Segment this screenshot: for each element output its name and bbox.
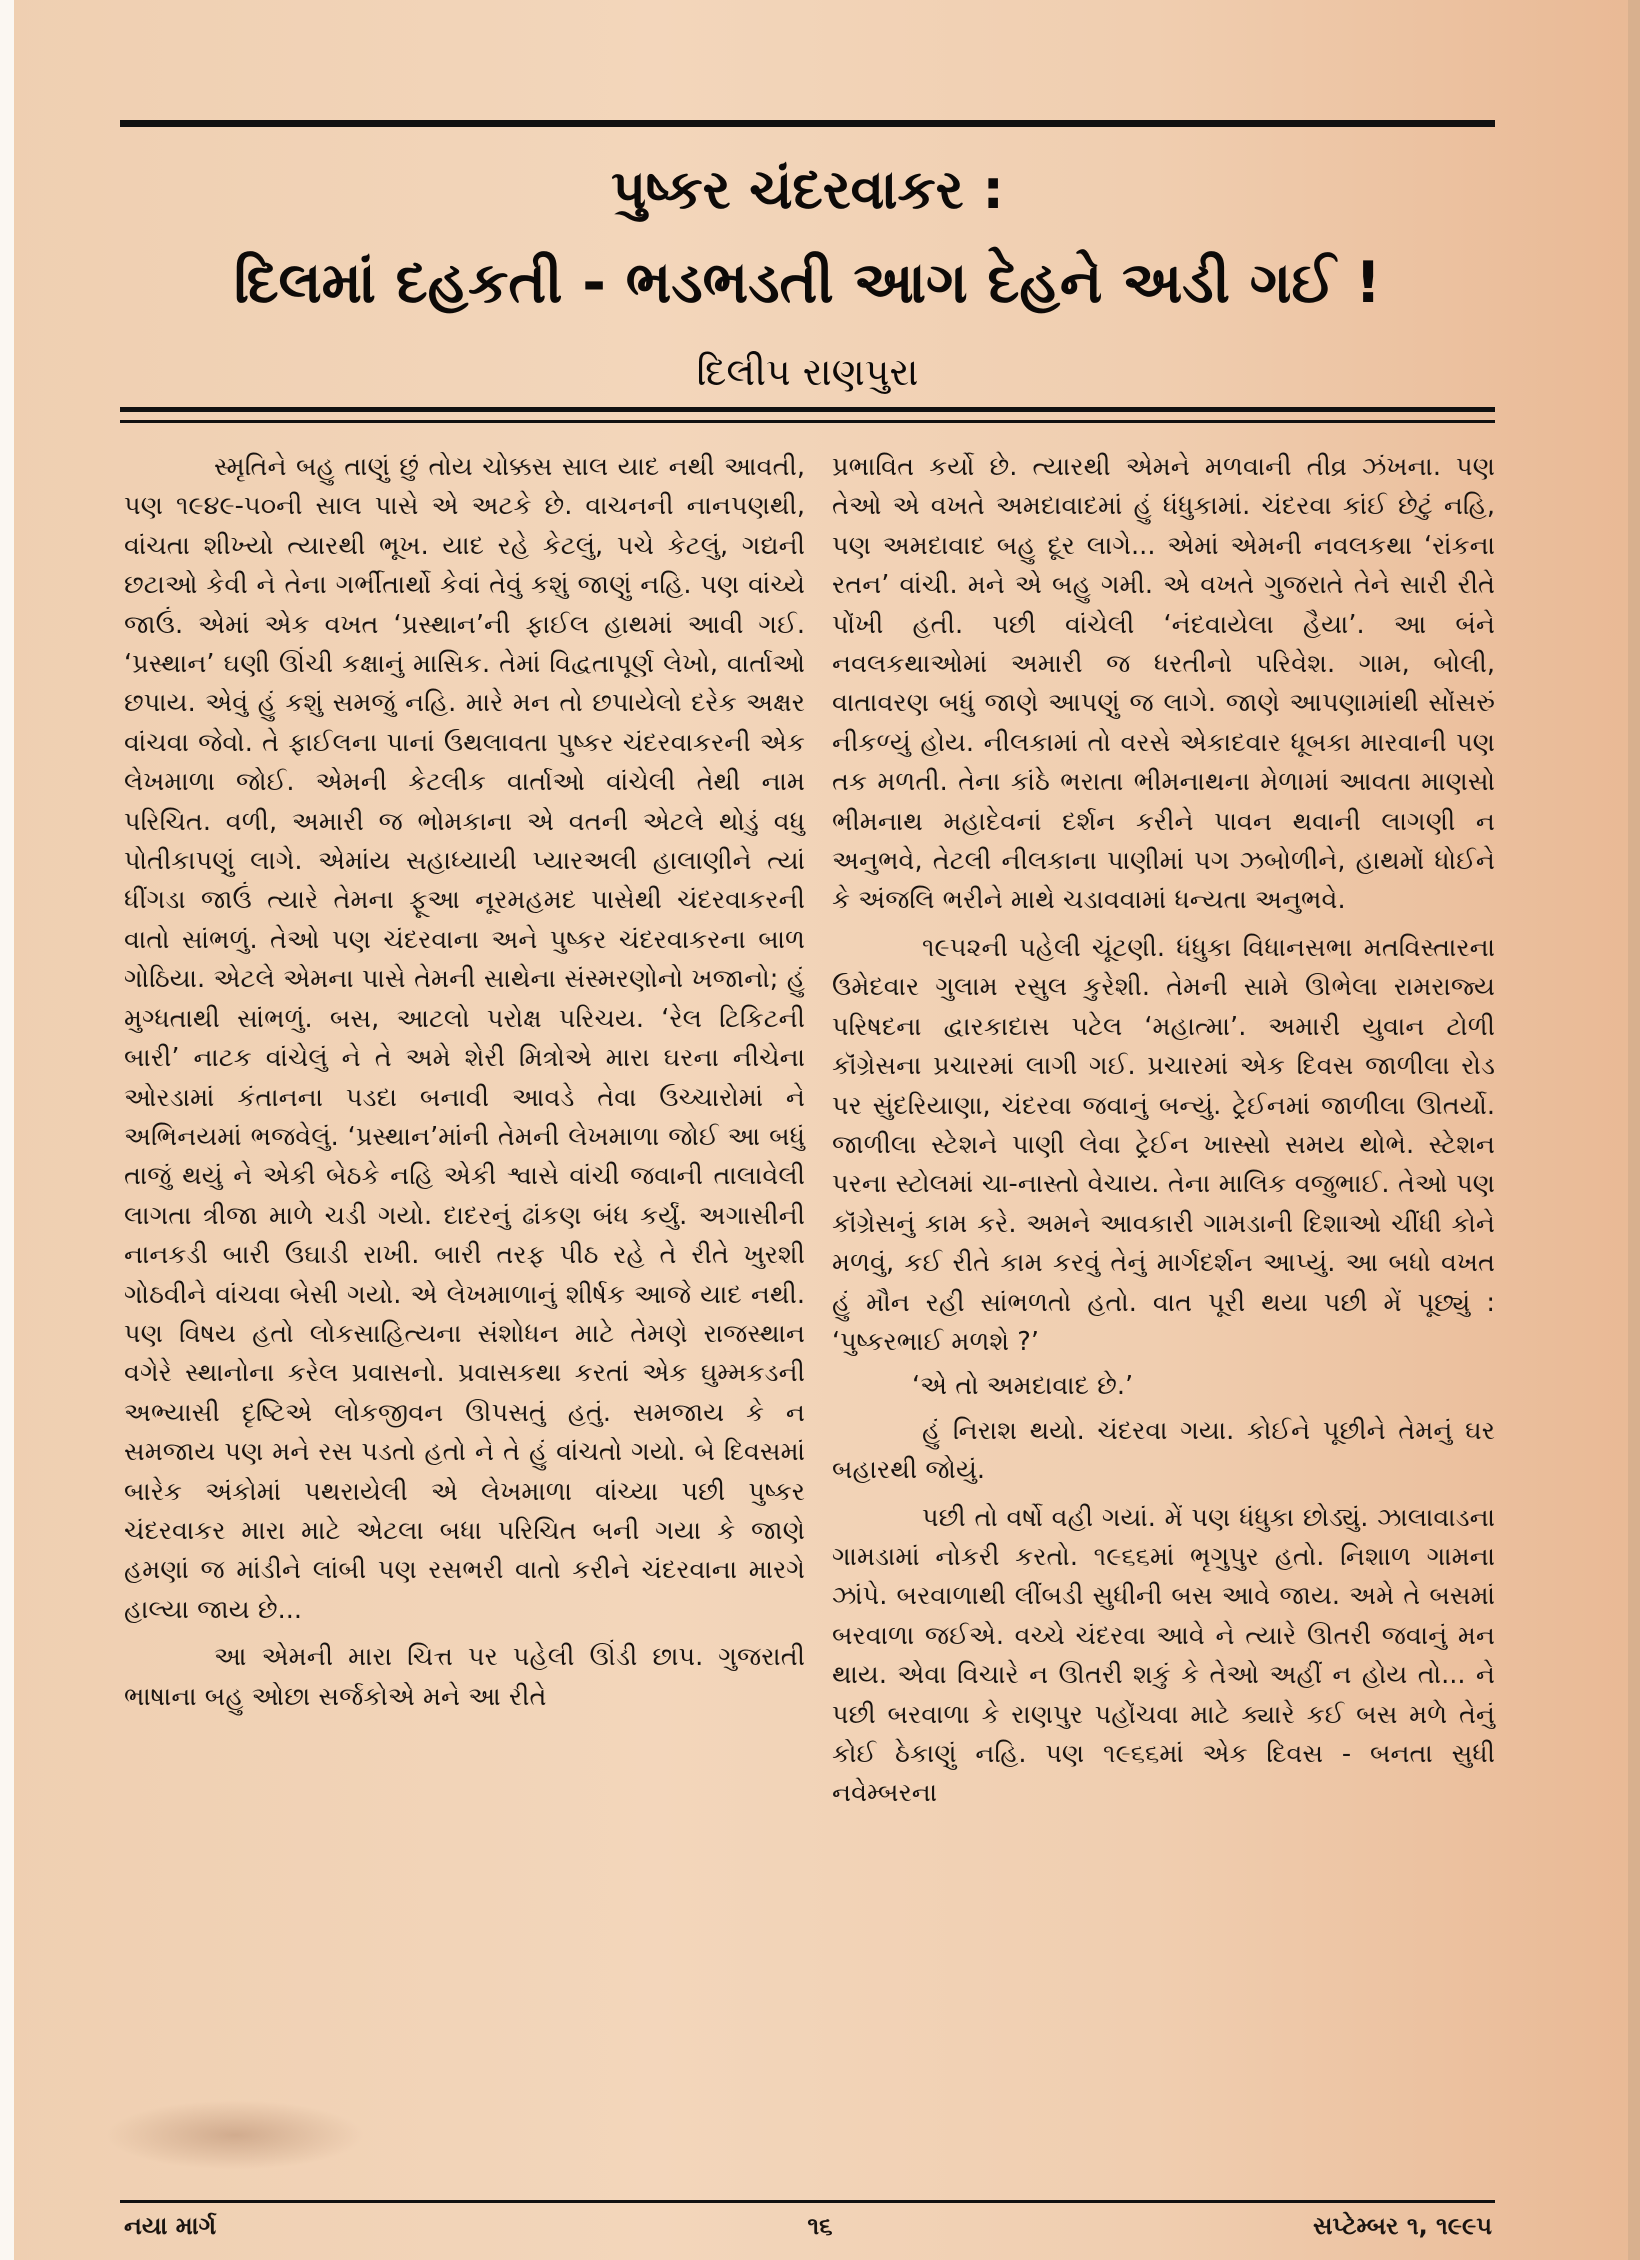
footer-rule bbox=[120, 2200, 1495, 2203]
article-author: દિલીપ રાણપુરા bbox=[696, 350, 919, 394]
page-right-edge bbox=[1628, 0, 1640, 2260]
top-rule bbox=[120, 120, 1495, 127]
right-paragraph-1: પ્રભાવિત કર્યો છે. ત્યારથી એમને મળવાની તીવ્ર ઝંખના. પણ તેઓ એ વખતે અમદાવાદમાં હું ધંધુકામાં. ચંદરવા કાંઈ છેટું નહિ, પણ અમદાવાદ બહુ દૂર લાગે... એમાં એમની નવલકથા ‘રાંકના રતન’ વાંચી. મને એ બહુ ગમી. એ વખતે ગુજરાતે તેને સારી રીતે પોંખી હતી. પછી વાંચેલી ‘નંદવાયેલા હૈયા’. આ બંને નવલકથાઓમાં અમારી જ ધરતીનો પરિવેશ. ગામ, બોલી, વાતાવરણ બધું જાણે આપણું જ લાગે. જાણે આપણામાંથી સોંસરું નીકળ્યું હોય. નીલકામાં તો વરસે એકાદવાર ધૂબકા મારવાની પણ તક મળતી. તેના કાંઠે ભરાતા ભીમનાથના મેળામાં આવતા માણસો ભીમનાથ મહાદેવનાં દર્શન કરીને પાવન થવાની લાગણી ન અનુભવે, તેટલી નીલકાના પાણીમાં પગ ઝબોળીને, હાથમોં ધોઈને કે અંજલિ ભરીને માથે ચડાવવામાં ધન્યતા અનુભવે. bbox=[832, 452, 1495, 916]
left-paragraph-2: આ એમની મારા ચિત્ત પર પહેલી ઊંડી છાપ. ગુજરાતી ભાષાના બહુ ઓછા સર્જકોએ મને આ રીતે bbox=[124, 1642, 805, 1712]
left-column bbox=[124, 448, 805, 1717]
page-left-edge bbox=[0, 0, 14, 2260]
right-paragraph-4: પછી તો વર્ષો વહી ગયાં. મેં પણ ધંધુકા છોડ્યું. ઝાલાવાડના ગામડામાં નોકરી કરતો. ૧૯૬૬માં ભૃગુપુર હતો. નિશાળ ગામના ઝાંપે. બરવાળાથી લીંબડી સુધીની બસ આવે જાય. અમે તે બસમાં બરવાળા જઈએ. વચ્ચે ચંદરવા આવે ને ત્યારે ઊતરી જવાનું મન થાય. એવા વિચારે ન ઊતરી શકું કે તેઓ અહીં ન હોય તો... ને પછી બરવાળા કે રાણપુર પહોંચવા માટે ક્યારે કઈ બસ મળે તેનું કોઈ ઠેકાણું નહિ. પણ ૧૯૬૬માં એક દિવસ - બનતા સુધી નવેમ્બરના bbox=[832, 1502, 1495, 1809]
article-title-line1: પુષ્કર ચંદરવાકર : bbox=[611, 158, 1004, 221]
footer-page-number: ૧૬ bbox=[807, 2212, 833, 2240]
right-paragraph-2: ૧૯૫૨ની પહેલી ચૂંટણી. ધંધુકા વિધાનસભા મતવિસ્તારના ઉમેદવાર ગુલામ રસુલ કુરેશી. તેમની સામે ઊભેલા રામરાજ્ય પરિષદના દ્વારકાદાસ પટેલ ‘મહાત્મા’. અમારી યુવાન ટોળી કૉંગ્રેસના પ્રચારમાં લાગી ગઈ. પ્રચારમાં એક દિવસ જાળીલા રોડ પર સુંદરિયાણા, ચંદરવા જવાનું બન્યું. ટ્રેઈનમાં જાળીલા ઊતર્યો. જાળીલા સ્ટેશને પાણી લેવા ટ્રેઈન ખાસ્સો સમય થોભે. સ્ટેશન પરના સ્ટોલમાં ચા-નાસ્તો વેચાય. તેના માલિક વજુભાઈ. તેઓ પણ કૉંગ્રેસનું કામ કરે. અમને આવકારી ગામડાની દિશાઓ ચીંધી કોને મળવું, કઈ રીતે કામ કરવું તેનું માર્ગદર્શન આપ્યું. આ બધો વખત હું મૌન રહી સાંભળતો હતો. વાત પૂરી થયા પછી મેં પૂછ્યું : ‘પુષ્કરભાઈ મળશે ?’ bbox=[832, 932, 1495, 1357]
footer-date: સપ્ટેમ્બર ૧, ૧૯૯૫ bbox=[1313, 2212, 1492, 2240]
paper-stain bbox=[105, 2100, 365, 2170]
right-column bbox=[832, 448, 1495, 1814]
footer-publication: નયા માર્ગ bbox=[124, 2212, 217, 2240]
article-title-line2: દિલમાં દહકતી - ભડભડતી આગ દેહને અડી ગઈ ! bbox=[233, 250, 1382, 316]
header-rule-thick bbox=[120, 407, 1495, 412]
header-rule-thin bbox=[120, 420, 1495, 423]
left-paragraph-1: સ્મૃતિને બહુ તાણું છું તોય ચોક્કસ સાલ યાદ નથી આવતી, પણ ૧૯૪૯-૫૦ની સાલ પાસે એ અટકે છે. વાચનની નાનપણથી, વાંચતા શીખ્યો ત્યારથી ભૂખ. યાદ રહે કેટલું, પચે કેટલું, ગદ્યની છટાઓ કેવી ને તેના ગર્ભીતાર્થો કેવાં તેવું કશું જાણું નહિ. પણ વાંચ્યે જાઉં. એમાં એક વખત ‘પ્રસ્થાન’ની ફાઈલ હાથમાં આવી ગઈ. ‘પ્રસ્થાન’ ઘણી ઊંચી કક્ષાનું માસિક. તેમાં વિદ્વતાપૂર્ણ લેખો, વાર્તાઓ છપાય. એવું હું કશું સમજું નહિ. મારે મન તો છપાયેલો દરેક અક્ષર વાંચવા જેવો. તે ફાઈલના પાનાં ઉથલાવતા પુષ્કર ચંદરવાકરની એક લેખમાળા જોઈ. એમની કેટલીક વાર્તાઓ વાંચેલી તેથી નામ પરિચિત. વળી, અમારી જ ભોમકાના એ વતની એટલે થોડું વધુ પોતીકાપણું લાગે. એમાંય સહાધ્યાયી પ્યારઅલી હાલાણીને ત્યાં ધીંગડા જાઉં ત્યારે તેમના ફૂઆ નૂરમહમદ પાસેથી ચંદરવાકરની વાતો સાંભળું. તેઓ પણ ચંદરવાના અને પુષ્કર ચંદરવાકરના બાળ ગોઠિયા. એટલે એમના પાસે તેમની સાથેના સંસ્મરણોનો ખજાનો; હું મુગ્ધતાથી સાંભળું. બસ, આટલો પરોક્ષ પરિચય. ‘રેલ ટિકિટની બારી’ નાટક વાંચેલું ને તે અમે શેરી મિત્રોએ મારા ઘરના નીચેના ઓરડામાં કંતાનના પડદા બનાવી આવડે તેવા ઉચ્ચારોમાં ને અભિનયમાં ભજવેલું. ‘પ્રસ્થાન’માંની તેમની લેખમાળા જોઈ આ બધું તાજું થયું ને એકી બેઠકે નહિ એકી શ્વાસે વાંચી જવાની તાલાવેલી લાગતા ત્રીજા માળે ચડી ગયો. દાદરનું ઢાંકણ બંધ કર્યું. અગાસીની નાનકડી બારી ઉઘાડી રાખી. બારી તરફ પીઠ રહે તે રીતે ખુરશી ગોઠવીને વાંચવા બેસી ગયો. એ લેખમાળાનું શીર્ષક આજે યાદ નથી. પણ વિષય હતો લોકસાહિત્યના સંશોધન માટે તેમણે રાજસ્થાન વગેરે સ્થાનોના કરેલ પ્રવાસનો. પ્રવાસકથા કરતાં એક ઘુમ્મકડની અભ્યાસી દૃષ્ટિએ લોકજીવન ઊપસતું હતું. સમજાય કે ન સમજાય પણ મને રસ પડતો હતો ને તે હું વાંચતો ગયો. બે દિવસમાં બારેક અંકોમાં પથરાયેલી એ લેખમાળા વાંચ્યા પછી પુષ્કર ચંદરવાકર મારા માટે એટલા બધા પરિચિત બની ગયા કે જાણે હમણાં જ માંડીને લાંબી પણ રસભરી વાતો કરીને ચંદરવાના મારગે હાલ્યા જાય છે... bbox=[124, 452, 805, 1625]
right-quote: ‘એ તો અમદાવાદ છે.’ bbox=[912, 1371, 1134, 1402]
right-paragraph-3: હું નિરાશ થયો. ચંદરવા ગયા. કોઈને પૂછીને તેમનું ઘર બહારથી જોયું. bbox=[832, 1415, 1495, 1486]
